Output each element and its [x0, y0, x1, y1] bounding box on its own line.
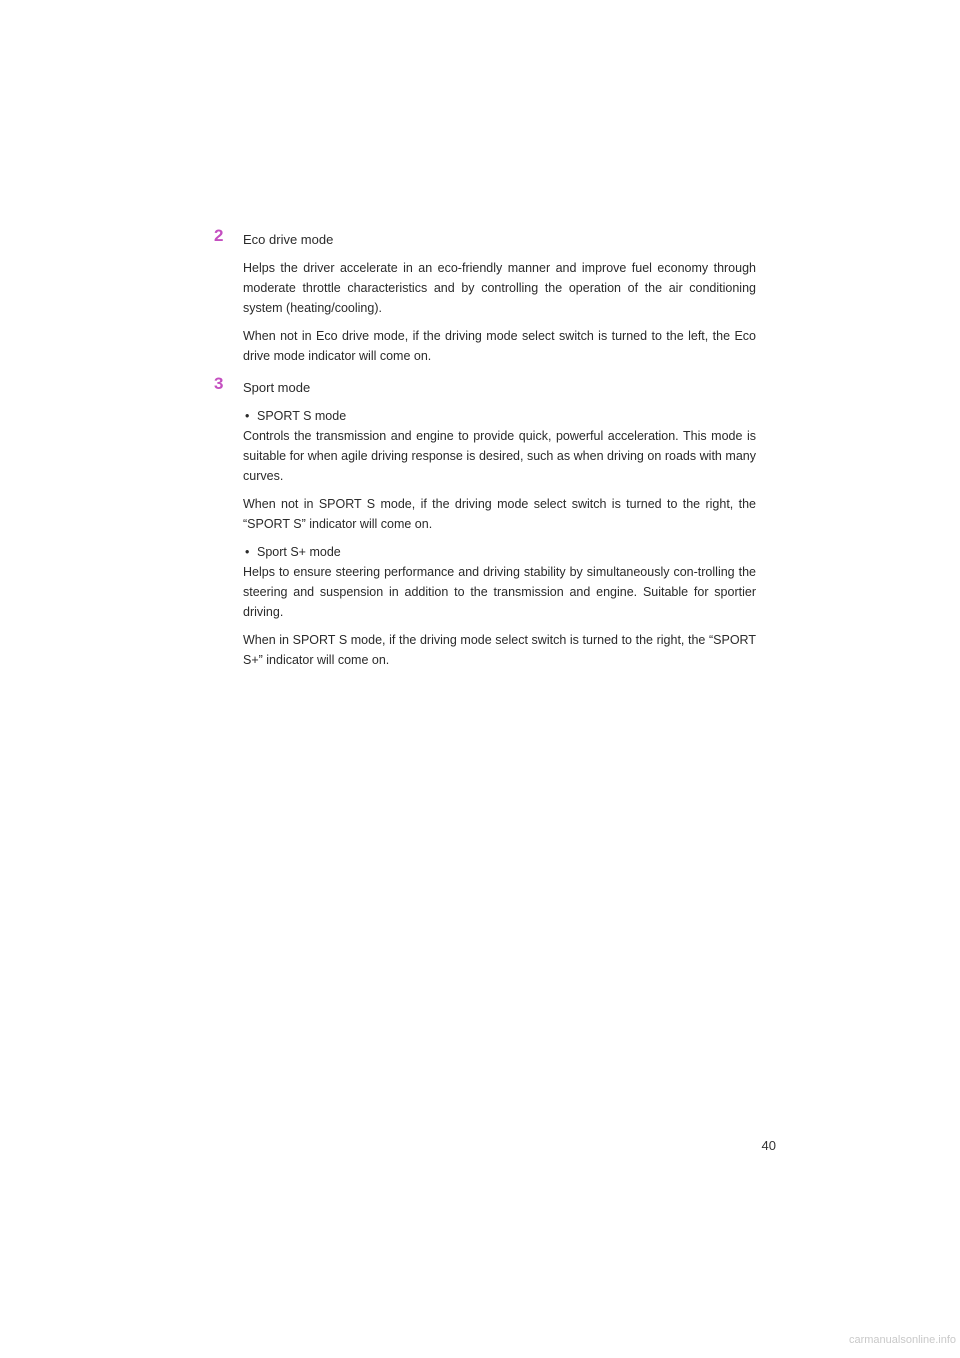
subitem-title — [243, 406, 756, 426]
item-sport-mode — [214, 374, 756, 670]
subitem-title-text: Sport S+ mode — [257, 545, 341, 559]
watermark: carmanualsonline.info — [848, 1334, 956, 1346]
subitem-title-text: SPORT S mode — [257, 409, 347, 423]
item-title: Eco drive mode — [243, 232, 334, 247]
bullet-icon: • — [245, 409, 250, 423]
item-number: 3 — [214, 374, 224, 393]
paragraph: Helps the driver accelerate in an eco-friendly manner and improve fuel economy through moderate throttle characteristics and by controlling the operation of the air conditioning system (heating/cooling). — [243, 261, 756, 315]
page-number: 40 — [761, 1138, 776, 1153]
paragraph: When not in SPORT S mode, if the driving mode select switch is turned to the right, the “SPORT S” indicator will come on. — [243, 497, 756, 531]
subitem-sport-s-plus-mode — [243, 542, 756, 670]
manual-content — [214, 226, 756, 678]
item-number: 2 — [214, 226, 224, 245]
subitem-sport-s-mode — [243, 406, 756, 534]
paragraph: Helps to ensure steering performance and driving stability by simultaneously con-trolling the steering and suspension in addition to the transmission and engine. Suitable for sportier driving. — [243, 565, 756, 619]
paragraph: When not in Eco drive mode, if the driving mode select switch is turned to the left, the Eco drive mode indicator will come on. — [243, 329, 756, 363]
bullet-icon: • — [245, 545, 250, 559]
paragraph: When in SPORT S mode, if the driving mode select switch is turned to the right, the “SPORT S+” indicator will come on. — [243, 633, 756, 667]
subitem-title — [243, 542, 756, 562]
item-title: Sport mode — [243, 380, 311, 395]
paragraph: Controls the transmission and engine to provide quick, powerful acceleration. This mode is suitable for when agile driving response is desired, such as when driving on roads with many curves. — [243, 429, 756, 483]
item-eco-drive-mode — [214, 226, 756, 366]
